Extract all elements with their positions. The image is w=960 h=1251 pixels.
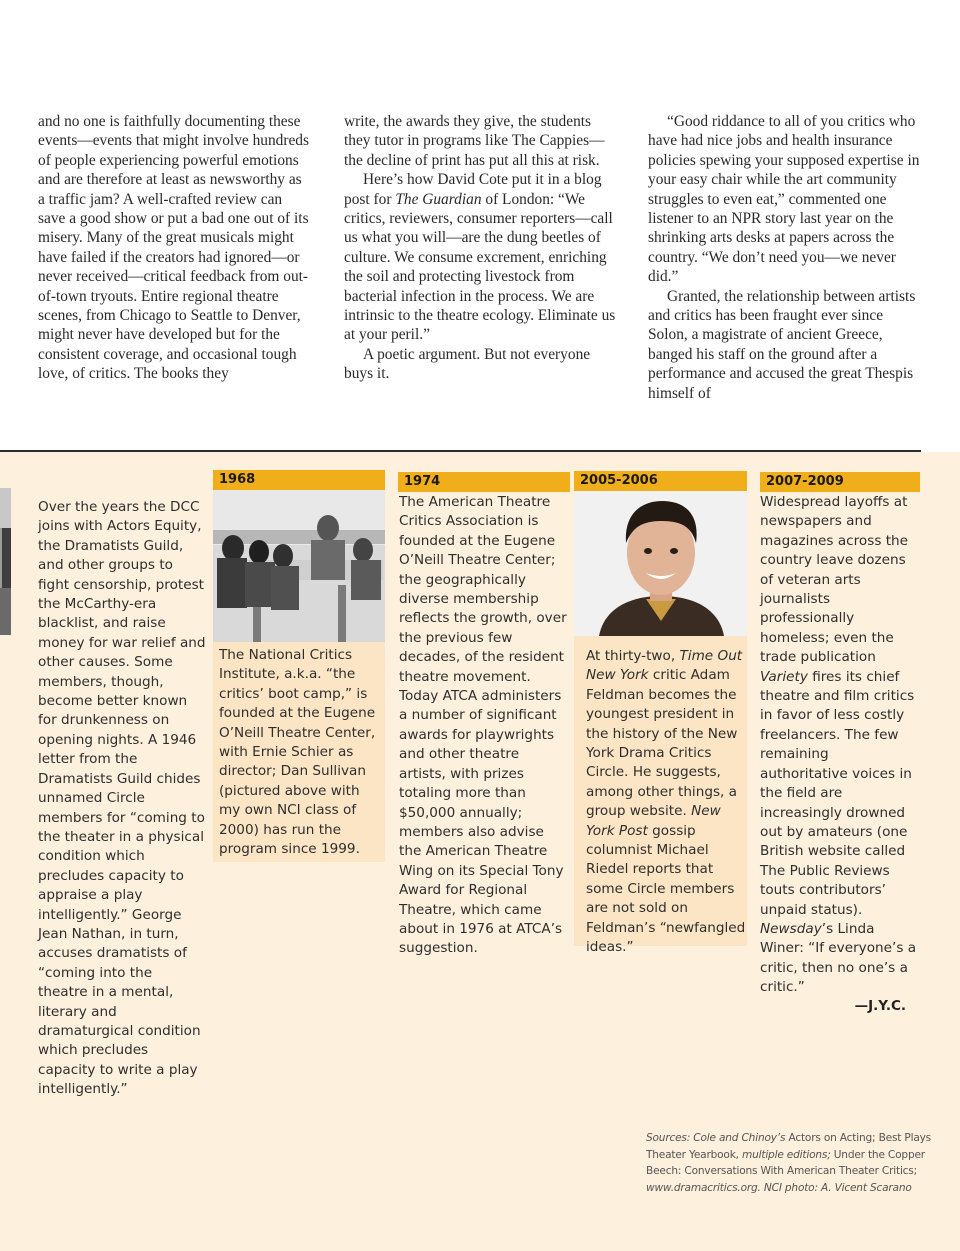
sources-text: Best Plays Theater Yearbook, <box>646 1132 932 1161</box>
article-column-2 <box>344 112 616 384</box>
cropped-photo <box>0 488 11 635</box>
timeline-text: The American Theatre Critics Association is founded at the Eugene O’Neill Theatre Center; the geographically diverse membership reflects the growth, over the previous few decades, of the resident theatre movement. Today ATCA administers a number of significant awards for playwrights and other theatre artists, with prizes totaling more than $50,000 annually; members also advise the American Theatre Wing on its Special Tony Award for Regional Theatre, which came about in 1976 at ATCA’s suggestion. <box>399 494 567 957</box>
article-paragraph: A poetic argument. But not everyone buys it. <box>344 345 591 383</box>
year-label: 1974 <box>404 474 441 489</box>
text-run: critic Adam Feldman becomes the youngest president in the history of the New York Drama Critics Circle. He suggests, among other things, a group website. <box>586 667 738 820</box>
year-header <box>213 470 385 490</box>
publication-title: The Guardian <box>395 190 482 208</box>
text-run: At thirty-two, <box>586 648 680 664</box>
text-run: ’s Linda Winer: “If everyone’s a critic, then no one’s a critic.” <box>760 920 917 996</box>
nci-class-photo <box>213 490 385 642</box>
timeline-text: Over the years the DCC joins with Actors Equity, the Dramatists Guild, and other groups to fight censorship, protest the McCarthy-era blacklist, and raise money for war relief and other causes. Some members, though, become better known for drunkenness on opening nights. A 1946 letter from the Dramatists Guild chides unnamed Circle members for “coming to the theater in a physical condition which precludes capacity to appraise a play intelligently.” George Jean Nathan, in turn, accuses dramatists of “coming into the theatre in a mental, literary and dramaturgical condition which precludes capacity to write a play intelligently.” <box>38 499 206 1098</box>
timeline-entry <box>760 493 920 998</box>
photo-graphic <box>574 491 747 636</box>
timeline-entry <box>586 647 746 958</box>
publication-title: New York Post <box>586 803 721 839</box>
timeline-entry <box>38 498 206 1100</box>
sources-text: Actors on Acting; <box>788 1132 879 1144</box>
article-paragraph: write, the awards they give, the students they tutor in programs like The Cappies—the decline of print has put all this at risk. <box>344 113 605 169</box>
article-paragraph <box>344 170 616 345</box>
article-paragraph: and no one is faithfully documenting these events—events that might involve hundreds of people experiencing powerful emotions and are therefore at least as newsworthy as a traffic jam? A well-crafted review can save a good show or put a bad one out of its misery. Many of the great musicals might have failed if the creators had ignored—or never received—critical feedback from out-of-town tryouts. Entire regional theatre scenes, from Chicago to Seattle to Denver, might never have developed but for the consistent coverage, and occasional tough love, of critics. The books they <box>38 113 309 383</box>
sources-credit <box>646 1130 936 1196</box>
year-label: 2007-2009 <box>766 474 844 489</box>
year-label: 2005-2006 <box>580 473 658 488</box>
text-run: Widespread layoffs at newspapers and magazines across the country leave dozens of veteran arts journalists professionally homeless; even the trade publication <box>760 494 909 666</box>
photo-graphic <box>213 490 385 642</box>
sources-text: multiple editions; <box>741 1148 834 1161</box>
year-header <box>398 472 570 492</box>
timeline-entry <box>399 493 567 959</box>
sources-text: Cole and Chinoy’s <box>693 1132 789 1144</box>
article-paragraph: “Good riddance to all of you critics who have had nice jobs and health insurance policies spewing your supposed expertise in your easy chair while the art community struggles to even eat,” commented one listener to an NPR story last year on the shrinking arts desks at papers across the country. “We don’t need you—we never did.” <box>648 113 920 286</box>
year-header <box>760 472 920 492</box>
timeline-text: The National Critics Institute, a.k.a. “the critics’ boot camp,” is founded at the Eugene O’Neill Theatre Center, with Ernie Schier as director; Dan Sullivan (pictured above with my own NCI class of 2000) has run the program since 1999. <box>219 647 376 858</box>
text-run: gossip columnist Michael Riedel reports that some Circle members are not sold on Feldman’s “newfangled ideas.” <box>586 822 746 956</box>
timeline-text <box>586 647 746 958</box>
photo-graphic <box>0 488 11 635</box>
sources-text: Under the Copper Beech: Conversations With American Theater Critics; <box>646 1148 925 1177</box>
sources-text: www.dramacritics.org. NCI photo: A. Vicent Scarano <box>646 1181 912 1194</box>
timeline-text <box>760 493 920 998</box>
sources-label: Sources: <box>646 1132 694 1144</box>
publication-title: Newsday <box>760 920 822 937</box>
article-paragraph: Granted, the relationship between artists and critics has been fraught ever since Solon, a magistrate of ancient Greece, banged his staff on the ground after a performance and accused the great Thespis himself of <box>648 287 916 402</box>
article-column-3 <box>648 112 920 403</box>
article-column-1 <box>38 112 310 384</box>
timeline-entry <box>219 646 383 859</box>
year-header <box>574 471 747 491</box>
adam-feldman-photo <box>574 491 747 636</box>
publication-title: Time Out New York <box>586 648 743 684</box>
text-run: fires its chief theatre and film critics in favor of less costly freelancers. The few remaining authoritative voices in the field are increasingly drowned out by amateurs (one British website called The Public Reviews touts contributors’ unpaid status). <box>760 668 915 918</box>
text-run: of London: “We critics, reviewers, consumer reporters—call us what you will—are the dung beetles of culture. We consume excrement, enriching the soil and protecting livestock from bacterial infection in the process. We are intrinsic to the theatre ecology. Eliminate us at your peril.” <box>344 190 616 344</box>
publication-title: Variety <box>760 668 808 685</box>
text-run: Here’s how David Cote put it in a blog post for <box>344 171 602 208</box>
year-label: 1968 <box>219 472 256 487</box>
author-signature: —J.Y.C. <box>854 998 906 1014</box>
